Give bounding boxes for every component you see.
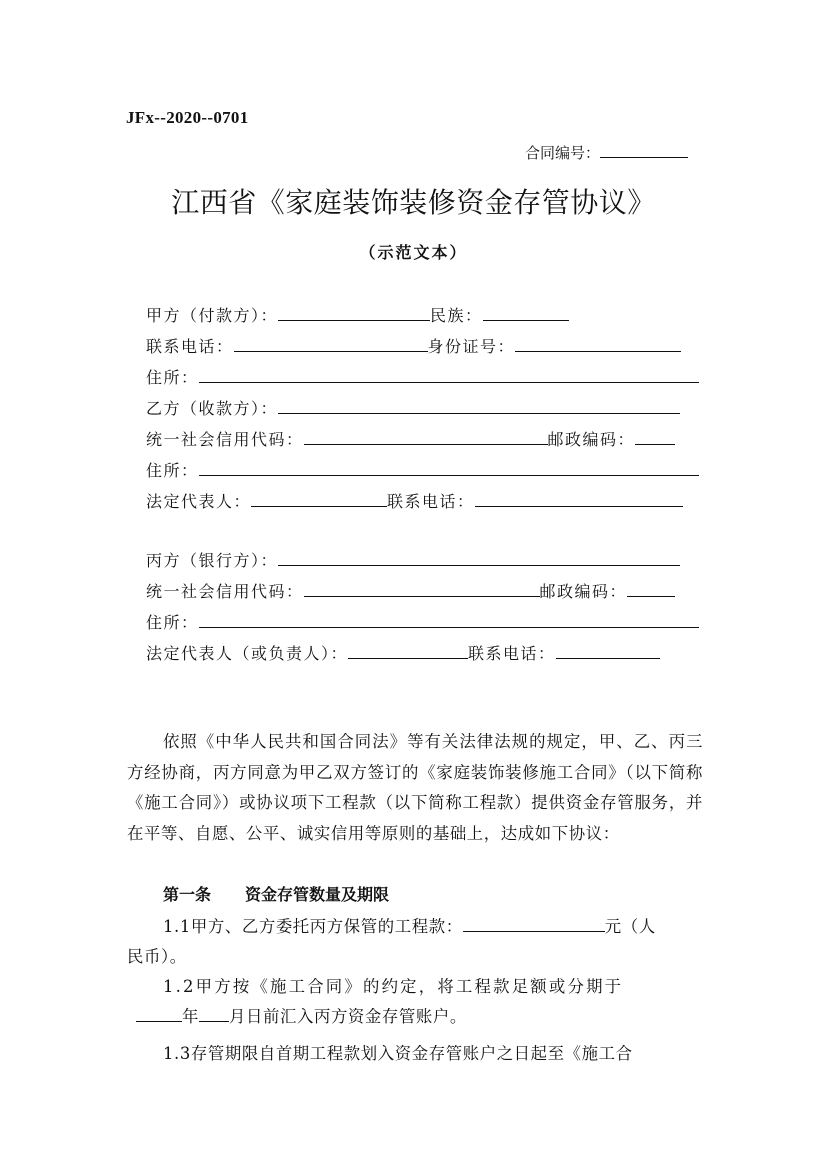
party-c-address-row xyxy=(146,610,699,633)
clause-1-1-continued: 民币）。 xyxy=(127,947,187,966)
party-c-address-blank[interactable] xyxy=(199,613,699,628)
party-a-name-blank[interactable] xyxy=(278,306,430,321)
document-code: JFx--2020--0701 xyxy=(126,108,249,127)
party-b-credit-row xyxy=(146,427,675,450)
party-a-phone-blank[interactable] xyxy=(234,337,428,352)
party-a-id-blank[interactable] xyxy=(515,337,681,352)
clause-1-1-amount-blank[interactable] xyxy=(463,917,605,932)
party-a-row xyxy=(146,303,569,326)
party-c-name-blank[interactable] xyxy=(278,551,680,566)
party-c-postcode-label: 邮政编码： xyxy=(539,582,628,601)
party-b-address-label: 住所： xyxy=(146,461,199,480)
party-c-postcode-blank[interactable] xyxy=(627,582,675,597)
party-a-phone-row xyxy=(146,334,681,357)
contract-number-label: 合同编号： xyxy=(525,144,601,162)
party-c-credit-code-blank[interactable] xyxy=(304,582,540,597)
party-b-payee-label: 乙方（收款方）： xyxy=(146,399,279,418)
clause-1-1 xyxy=(163,913,656,937)
party-c-row xyxy=(146,548,680,571)
party-b-credit-code-blank[interactable] xyxy=(304,430,548,445)
document-subtitle: （示范文本） xyxy=(359,243,468,262)
party-b-postcode-label: 邮政编码： xyxy=(547,430,636,449)
clause-1-2-rest: 月日前汇入丙方资金存管账户。 xyxy=(229,1007,467,1026)
party-c-phone-label: 联系电话： xyxy=(468,644,556,663)
party-c-address-label: 住所： xyxy=(146,613,199,632)
clause-1-2: 1.2甲方按《施工合同》的约定，将工程款足额或分期于 xyxy=(163,977,624,996)
party-b-phone-label: 联系电话： xyxy=(387,492,475,511)
party-b-legal-rep-blank[interactable] xyxy=(251,492,387,507)
clause-1-3: 1.3存管期限自首期工程款划入资金存管账户之日起至《施工合 xyxy=(163,1044,633,1063)
clause-1-1-text: 1.1甲方、乙方委托丙方保管的工程款： xyxy=(163,917,463,936)
party-a-payer-label: 甲方（付款方）： xyxy=(146,306,279,325)
party-b-address-row xyxy=(146,458,699,481)
party-c-credit-code-label: 统一社会信用代码： xyxy=(146,582,304,601)
intro-paragraph: 依照《中华人民共和国合同法》等有关法律法规的规定，甲、乙、丙三方经协商，丙方同意为甲乙双方签订的《家庭装饰装修施工合同》（以下简称《施工合同》）或协议项下工程款（以下简称工程款）提供资金存管服务，并在平等、自愿、公平、诚实信用等原则的基础上，达成如下协议： xyxy=(127,732,703,843)
party-b-phone-blank[interactable] xyxy=(475,492,683,507)
party-b-legal-row xyxy=(146,489,683,512)
document-title: 江西省《家庭装饰装修资金存管协议》 xyxy=(171,186,656,219)
party-b-legal-rep-label: 法定代表人： xyxy=(146,492,252,511)
clause-1-2-continued xyxy=(136,1003,467,1027)
party-c-legal-row xyxy=(146,641,660,664)
clause-1-2-year-label: 年 xyxy=(182,1007,199,1026)
party-b-address-blank[interactable] xyxy=(199,461,699,476)
party-c-credit-row xyxy=(146,579,675,602)
clause-1-2-month-blank[interactable] xyxy=(199,1007,229,1022)
party-a-phone-label: 联系电话： xyxy=(146,337,234,356)
article-1-number: 第一条 xyxy=(163,885,212,904)
party-c-legal-rep-label: 法定代表人（或负责人）： xyxy=(146,644,349,663)
party-c-legal-rep-blank[interactable] xyxy=(348,644,468,659)
party-b-name-blank[interactable] xyxy=(278,399,680,414)
clause-1-2-year-blank[interactable] xyxy=(136,1007,182,1022)
party-a-address-row xyxy=(146,365,699,388)
contract-number-blank[interactable] xyxy=(600,143,688,158)
party-a-address-label: 住所： xyxy=(146,368,199,387)
party-a-ethnicity-label: 民族： xyxy=(430,306,483,325)
party-b-postcode-blank[interactable] xyxy=(635,430,675,445)
party-a-ethnicity-blank[interactable] xyxy=(483,306,569,321)
article-1-title: 资金存管数量及期限 xyxy=(245,885,390,904)
party-a-address-blank[interactable] xyxy=(199,368,699,383)
party-b-credit-code-label: 统一社会信用代码： xyxy=(146,430,304,449)
party-c-bank-label: 丙方（银行方）： xyxy=(146,551,279,570)
party-b-row xyxy=(146,396,680,419)
article-1-heading xyxy=(163,882,389,905)
party-a-id-label: 身份证号： xyxy=(427,337,516,356)
clause-1-1-unit: 元（人 xyxy=(604,917,656,936)
party-c-phone-blank[interactable] xyxy=(556,644,660,659)
contract-number-line xyxy=(525,142,688,163)
